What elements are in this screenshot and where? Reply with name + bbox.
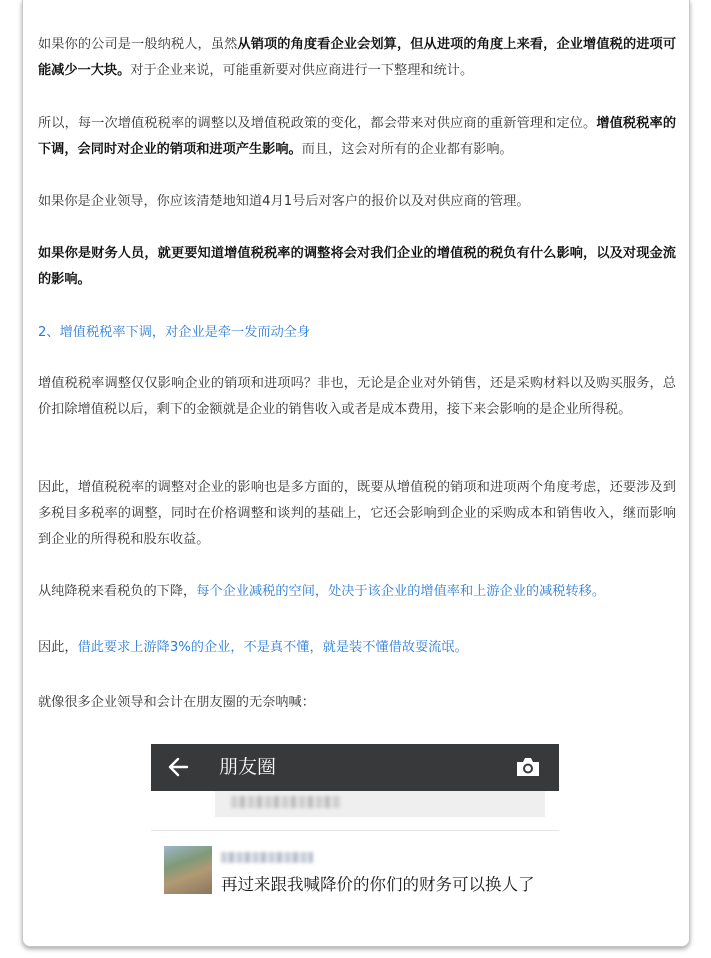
- user-avatar: [164, 846, 212, 894]
- paragraph-9: 就像很多企业领导和会计在朋友圈的无奈呐喊：: [38, 695, 315, 710]
- blurred-comment-text: [231, 796, 341, 808]
- p2-bold: 增值税税率的下调，会同时对企业的销项和进项产生影响。: [38, 116, 677, 157]
- article-page: [22, 0, 690, 947]
- p7-highlight: 每个企业减税的空间，处决于该企业的增值率和上游企业的减税转移。: [196, 584, 606, 599]
- paragraph-8: [38, 635, 676, 661]
- screenshot-title: 朋友圈: [219, 756, 277, 778]
- p1-text-a: 如果你的公司是一般纳税人，虽然: [38, 37, 238, 52]
- back-arrow-icon: [167, 753, 189, 781]
- wechat-title-bar: [151, 744, 559, 791]
- post-divider: [151, 830, 559, 831]
- p8-text-a: 因此，: [38, 640, 78, 655]
- camera-icon: [515, 756, 541, 778]
- p2-text-a: 所以，每一次增值税税率的调整以及增值税政策的变化，都会带来对供应商的重新管理和定位。: [38, 116, 597, 131]
- paragraph-4-bold: 如果你是财务人员，就更要知道增值税税率的调整将会对我们企业的增值税的税负有什么影响，以及对现金流的影响。: [38, 246, 676, 287]
- paragraph-5: 增值税税率调整仅仅影响企业的销项和进项吗？非也，无论是企业对外销售，还是采购材料以及购买服务，总价扣除增值税以后，剩下的金额就是企业的销售收入或者是成本费用，接下来会影响的是企业所得税。: [38, 376, 676, 417]
- p8-highlight: 借此要求上游降3%的企业，不是真不懂，就是装不懂借故耍流氓。: [77, 640, 468, 655]
- paragraph-6: 因此，增值税税率的调整对企业的影响也是多方面的，既要从增值税的销项和进项两个角度考虑，还要涉及到多税目多税率的调整，同时在价格调整和谈判的基础上，它还会影响到企业的采购成本和销售收入，继而影响到企业的所得税和股东收益。: [38, 480, 676, 547]
- p1-bold: 从销项的角度看企业会划算，但从进项的角度上来看，企业增值税的进项可能减少一大块。: [38, 37, 677, 78]
- wechat-moments-screenshot: [151, 744, 559, 928]
- paragraph-2: [38, 111, 676, 163]
- blurred-username: [221, 852, 313, 863]
- paragraph-7: [38, 579, 676, 605]
- moment-post-text: 再过来跟我喊降价的你们的财务可以换人了: [221, 875, 535, 894]
- section-heading-2: 2、增值税税率下调，对企业是牵一发而动全身: [38, 325, 311, 340]
- p1-text-c: 对于企业来说，可能重新要对供应商进行一下整理和统计。: [130, 63, 474, 78]
- p7-text-a: 从纯降税来看税负的下降，: [38, 584, 197, 599]
- p2-text-c: 而且，这会对所有的企业都有影响。: [301, 142, 513, 157]
- paragraph-3: 如果你是企业领导，你应该清楚地知道4月1号后对客户的报价以及对供应商的管理。: [38, 194, 530, 209]
- paragraph-1: [38, 32, 676, 84]
